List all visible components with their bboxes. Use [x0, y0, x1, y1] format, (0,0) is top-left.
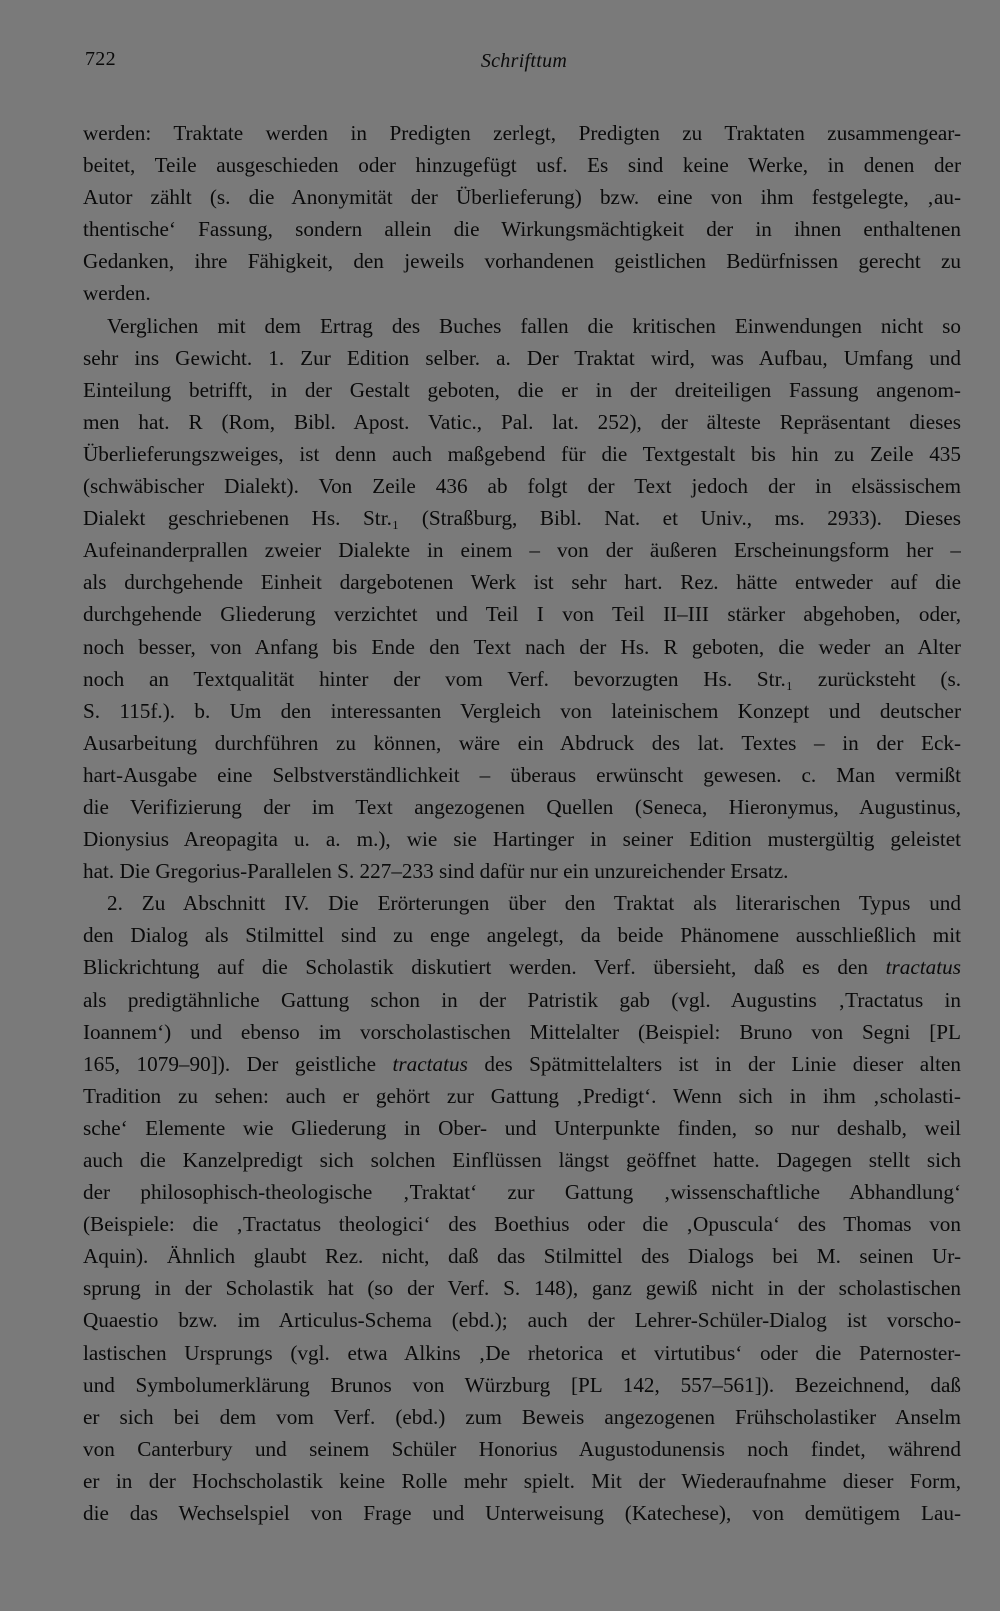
latin-term: tractatus	[392, 1051, 468, 1076]
text-line: den Dialog als Stilmittel sind zu enge angelegt, da beide Phänomene ausschließlich mit	[83, 923, 961, 948]
latin-term: tractatus	[885, 955, 961, 980]
text-line: Gedanken, ihre Fähigkeit, den jeweils vorhandenen geistlichen Bedürfnissen gerecht zu	[83, 249, 961, 274]
text-line: thentische‘ Fassung, sondern allein die Wirkungsmächtigkeit der in ihnen enthaltenen	[83, 217, 961, 242]
text-line: die Verifizierung der im Text angezogenen Quellen (Seneca, Hieronymus, Augustinus,	[83, 794, 961, 819]
text-line: S. 115f.). b. Um den interessanten Vergleich von lateinischem Konzept und deutscher	[83, 698, 961, 723]
paragraph	[83, 117, 961, 310]
text-line: (schwäbischer Dialekt). Von Zeile 436 ab folgt der Text jedoch der in elsässischem	[83, 474, 961, 499]
text-line: lastischen Ursprungs (vgl. etwa Alkins ‚De rhetorica et virtutibus‘ oder die Paternoster-	[83, 1340, 961, 1365]
text-line: Ausarbeitung durchführen zu können, wäre ein Abdruck des lat. Textes – in der Eck-	[83, 730, 961, 755]
body-text	[83, 117, 961, 1529]
text-line: Autor zählt (s. die Anonymität der Überlieferung) bzw. eine von ihm festgelegte, ‚au-	[83, 185, 961, 210]
text-line: Tradition zu sehen: auch er gehört zur Gattung ‚Predigt‘. Wenn sich in ihm ‚scholasti-	[83, 1083, 961, 1108]
paragraph	[83, 887, 961, 1529]
text-line: sprung in der Scholastik hat (so der Verf. S. 148), ganz gewiß nicht in der scholastischen	[83, 1276, 961, 1301]
text-line: und Symbolumerklärung Brunos von Würzburg [PL 142, 557–561]). Bezeichnend, daß	[83, 1372, 961, 1397]
text-line: noch besser, von Anfang bis Ende den Text nach der Hs. R geboten, die weder an Alter	[83, 634, 961, 659]
text-line: 2. Zu Abschnitt IV. Die Erörterungen über den Traktat als literarischen Typus und	[107, 891, 961, 916]
text-line: er in der Hochscholastik keine Rolle mehr spielt. Mit der Wiederaufnahme dieser Form,	[83, 1468, 961, 1493]
text-line: Aufeinanderprallen zweier Dialekte in einem – von der äußeren Erscheinungsform her –	[83, 538, 961, 563]
text-line: sche‘ Elemente wie Gliederung in Ober- und Unterpunkte finden, so nur deshalb, weil	[83, 1115, 961, 1140]
text-line: werden: Traktate werden in Predigten zerlegt, Predigten zu Traktaten zusammengear-	[83, 121, 961, 145]
text-line: Blickrichtung auf die Scholastik diskutiert werden. Verf. übersieht, daß es den tractatus	[83, 955, 961, 980]
text-line: von Canterbury und seinem Schüler Honorius Augustodunensis noch findet, während	[83, 1436, 961, 1461]
text-line: Dialekt geschriebenen Hs. Str.₁ (Straßburg, Bibl. Nat. et Univ., ms. 2933). Dieses	[83, 506, 961, 531]
text-line: die das Wechselspiel von Frage und Unterweisung (Katechese), von demütigem Lau-	[83, 1501, 961, 1526]
page-number: 722	[85, 48, 116, 70]
text-line: Verglichen mit dem Ertrag des Buches fallen die kritischen Einwendungen nicht so	[107, 313, 961, 338]
text-line: als durchgehende Einheit dargebotenen Werk ist sehr hart. Rez. hätte entweder auf die	[83, 570, 961, 595]
text-line: Überlieferungszweiges, ist denn auch maßgebend für die Textgestalt bis hin zu Zeile 435	[83, 441, 961, 466]
text-line: werden.	[83, 281, 151, 306]
text-line: sehr ins Gewicht. 1. Zur Edition selber. a. Der Traktat wird, was Aufbau, Umfang und	[83, 345, 961, 370]
text-line: Ioannem‘) und ebenso im vorscholastischen Mittelalter (Beispiel: Bruno von Segni [PL	[83, 1019, 961, 1044]
text-line: er sich bei dem vom Verf. (ebd.) zum Beweis angezogenen Frühscholastiker Anselm	[83, 1404, 961, 1429]
text-line: men hat. R (Rom, Bibl. Apost. Vatic., Pal. lat. 252), der älteste Repräsentant dieses	[83, 409, 961, 434]
text-line: Aquin). Ähnlich glaubt Rez. nicht, daß das Stilmittel des Dialogs bei M. seinen Ur-	[83, 1244, 961, 1269]
text-line: (Beispiele: die ‚Tractatus theologici‘ des Boethius oder die ‚Opuscula‘ des Thomas von	[83, 1212, 961, 1237]
text-line: hat. Die Gregorius-Parallelen S. 227–233 sind dafür nur ein unzureichender Ersatz.	[83, 859, 789, 884]
text-line: 165, 1079–90]). Der geistliche tractatus des Spätmittelalters ist in der Linie dieser alten	[83, 1051, 961, 1076]
text-line: auch die Kanzelpredigt sich solchen Einflüssen längst geöffnet hatte. Dagegen stellt sich	[83, 1148, 961, 1172]
text-line: Quaestio bzw. im Articulus-Schema (ebd.); auch der Lehrer-Schüler-Dialog ist vorscho-	[83, 1308, 961, 1333]
running-head: Schrifttum	[480, 50, 568, 72]
text-line: Einteilung betrifft, in der Gestalt geboten, die er in der dreiteiligen Fassung angenom-	[83, 377, 961, 402]
text-line: beitet, Teile ausgeschieden oder hinzugefügt usf. Es sind keine Werke, in denen der	[83, 153, 961, 178]
text-line: hart-Ausgabe eine Selbstverständlichkeit – überaus erwünscht gewesen. c. Man vermißt	[83, 762, 961, 787]
paragraph	[83, 310, 961, 888]
text-line: noch an Textqualität hinter der vom Verf. bevorzugten Hs. Str.₁ zurücksteht (s.	[83, 666, 961, 691]
text-line: als predigtähnliche Gattung schon in der Patristik gab (vgl. Augustins ‚Tractatus in	[83, 987, 961, 1012]
text-line: Dionysius Areopagita u. a. m.), wie sie Hartinger in seiner Edition mustergültig geleistet	[83, 827, 961, 852]
text-line: der philosophisch-theologische ‚Traktat‘ zur Gattung ‚wissenschaftliche Abhandlung‘	[83, 1180, 961, 1205]
page-header	[85, 48, 963, 82]
text-line: durchgehende Gliederung verzichtet und Teil I von Teil II–III stärker abgehoben, oder,	[83, 602, 961, 627]
